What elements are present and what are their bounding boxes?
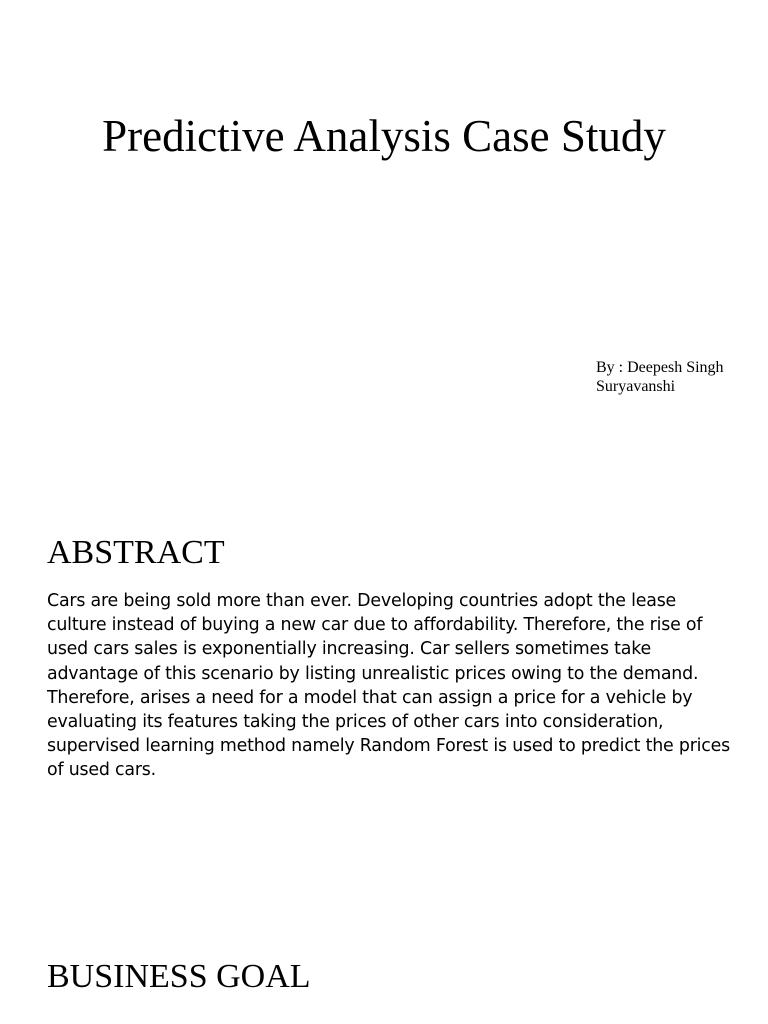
author-byline: By : Deepesh Singh Suryavanshi <box>596 359 724 395</box>
document-title: Predictive Analysis Case Study <box>102 111 666 161</box>
cut-off-text-line <box>47 1014 737 1024</box>
abstract-paragraph: Cars are being sold more than ever. Developing countries adopt the lease culture instead of buying a new car due to affordability. Therefore, the rise of used cars sales is exponentially increasing. Car sellers sometimes take advantage of this scenario by listing unrealistic prices owing to the demand. Therefore, arises a need for a model that can assign a price for a vehicle by evaluating its features taking the prices of other cars into consideration, supervised learning method namely Random Forest is used to predict the prices of used cars. <box>47 591 731 781</box>
business-goal-heading: BUSINESS GOAL <box>47 958 311 995</box>
abstract-heading: ABSTRACT <box>47 534 225 571</box>
